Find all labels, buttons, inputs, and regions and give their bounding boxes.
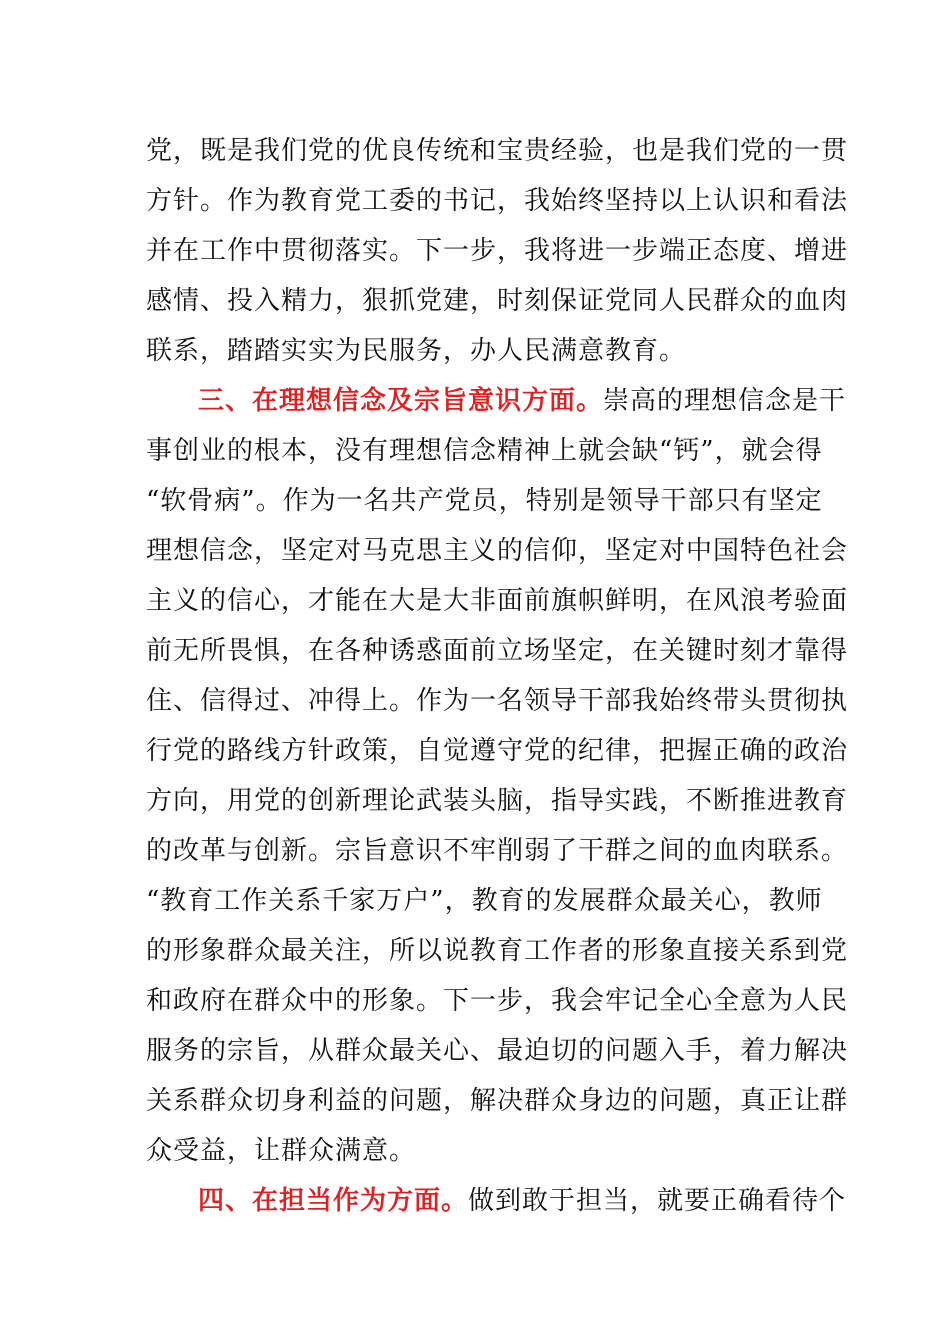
text-line: 的形象群众最关注，所以说教育工作者的形象直接关系到党	[146, 936, 849, 966]
text-line: 事创业的根本，没有理想信念精神上就会缺“钙”，就会得	[146, 436, 823, 466]
text-line: 联系，踏踏实实为民服务，办人民满意教育。	[146, 336, 687, 366]
text-line: 方针。作为教育党工委的书记，我始终坚持以上认识和看法	[146, 186, 849, 216]
text-line: 感情、投入精力，狠抓党建，时刻保证党同人民群众的血肉	[146, 286, 849, 316]
text-line: 方向，用党的创新理论武装头脑，指导实践，不断推进教育	[146, 786, 849, 816]
text-line: 行党的路线方针政策，自觉遵守党的纪律，把握正确的政治	[146, 736, 849, 766]
section3-heading: 三、在理想信念及宗旨意识方面。	[198, 386, 604, 416]
text-line: 服务的宗旨，从群众最关心、最迫切的问题入手，着力解决	[146, 1036, 849, 1066]
text-line: 前无所畏惧，在各种诱惑面前立场坚定，在关键时刻才靠得	[146, 636, 849, 666]
text-line: “教育工作关系千家万户”，教育的发展群众最关心，教师	[146, 886, 823, 916]
text-line: 理想信念，坚定对马克思主义的信仰，坚定对中国特色社会	[146, 536, 849, 566]
text-line: “软骨病”。作为一名共产党员，特别是领导干部只有坚定	[146, 486, 823, 516]
section4-heading: 四、在担当作为方面。	[198, 1186, 469, 1216]
section4-first-line	[146, 1176, 847, 1226]
text-line: 党，既是我们党的优良传统和宝贵经验，也是我们党的一贯	[146, 136, 849, 166]
text-line: 住、信得过、冲得上。作为一名领导干部我始终带头贯彻执	[146, 686, 849, 716]
text-line: 的改革与创新。宗旨意识不牢削弱了干群之间的血肉联系。	[146, 836, 849, 866]
body-text	[146, 126, 849, 1226]
section3-first-line	[146, 376, 847, 426]
text-line: 和政府在群众中的形象。下一步，我会牢记全心全意为人民	[146, 986, 849, 1016]
text-line: 主义的信心，才能在大是大非面前旗帜鲜明，在风浪考验面	[146, 586, 849, 616]
section3-first-line-text: 崇高的理想信念是干	[603, 386, 847, 416]
text-line: 众受益，让群众满意。	[146, 1136, 417, 1166]
section4-first-line-text: 做到敢于担当，就要正确看待个	[468, 1186, 847, 1216]
text-line: 关系群众切身利益的问题，解决群众身边的问题，真正让群	[146, 1086, 849, 1116]
text-line: 并在工作中贯彻落实。下一步，我将进一步端正态度、增进	[146, 236, 849, 266]
